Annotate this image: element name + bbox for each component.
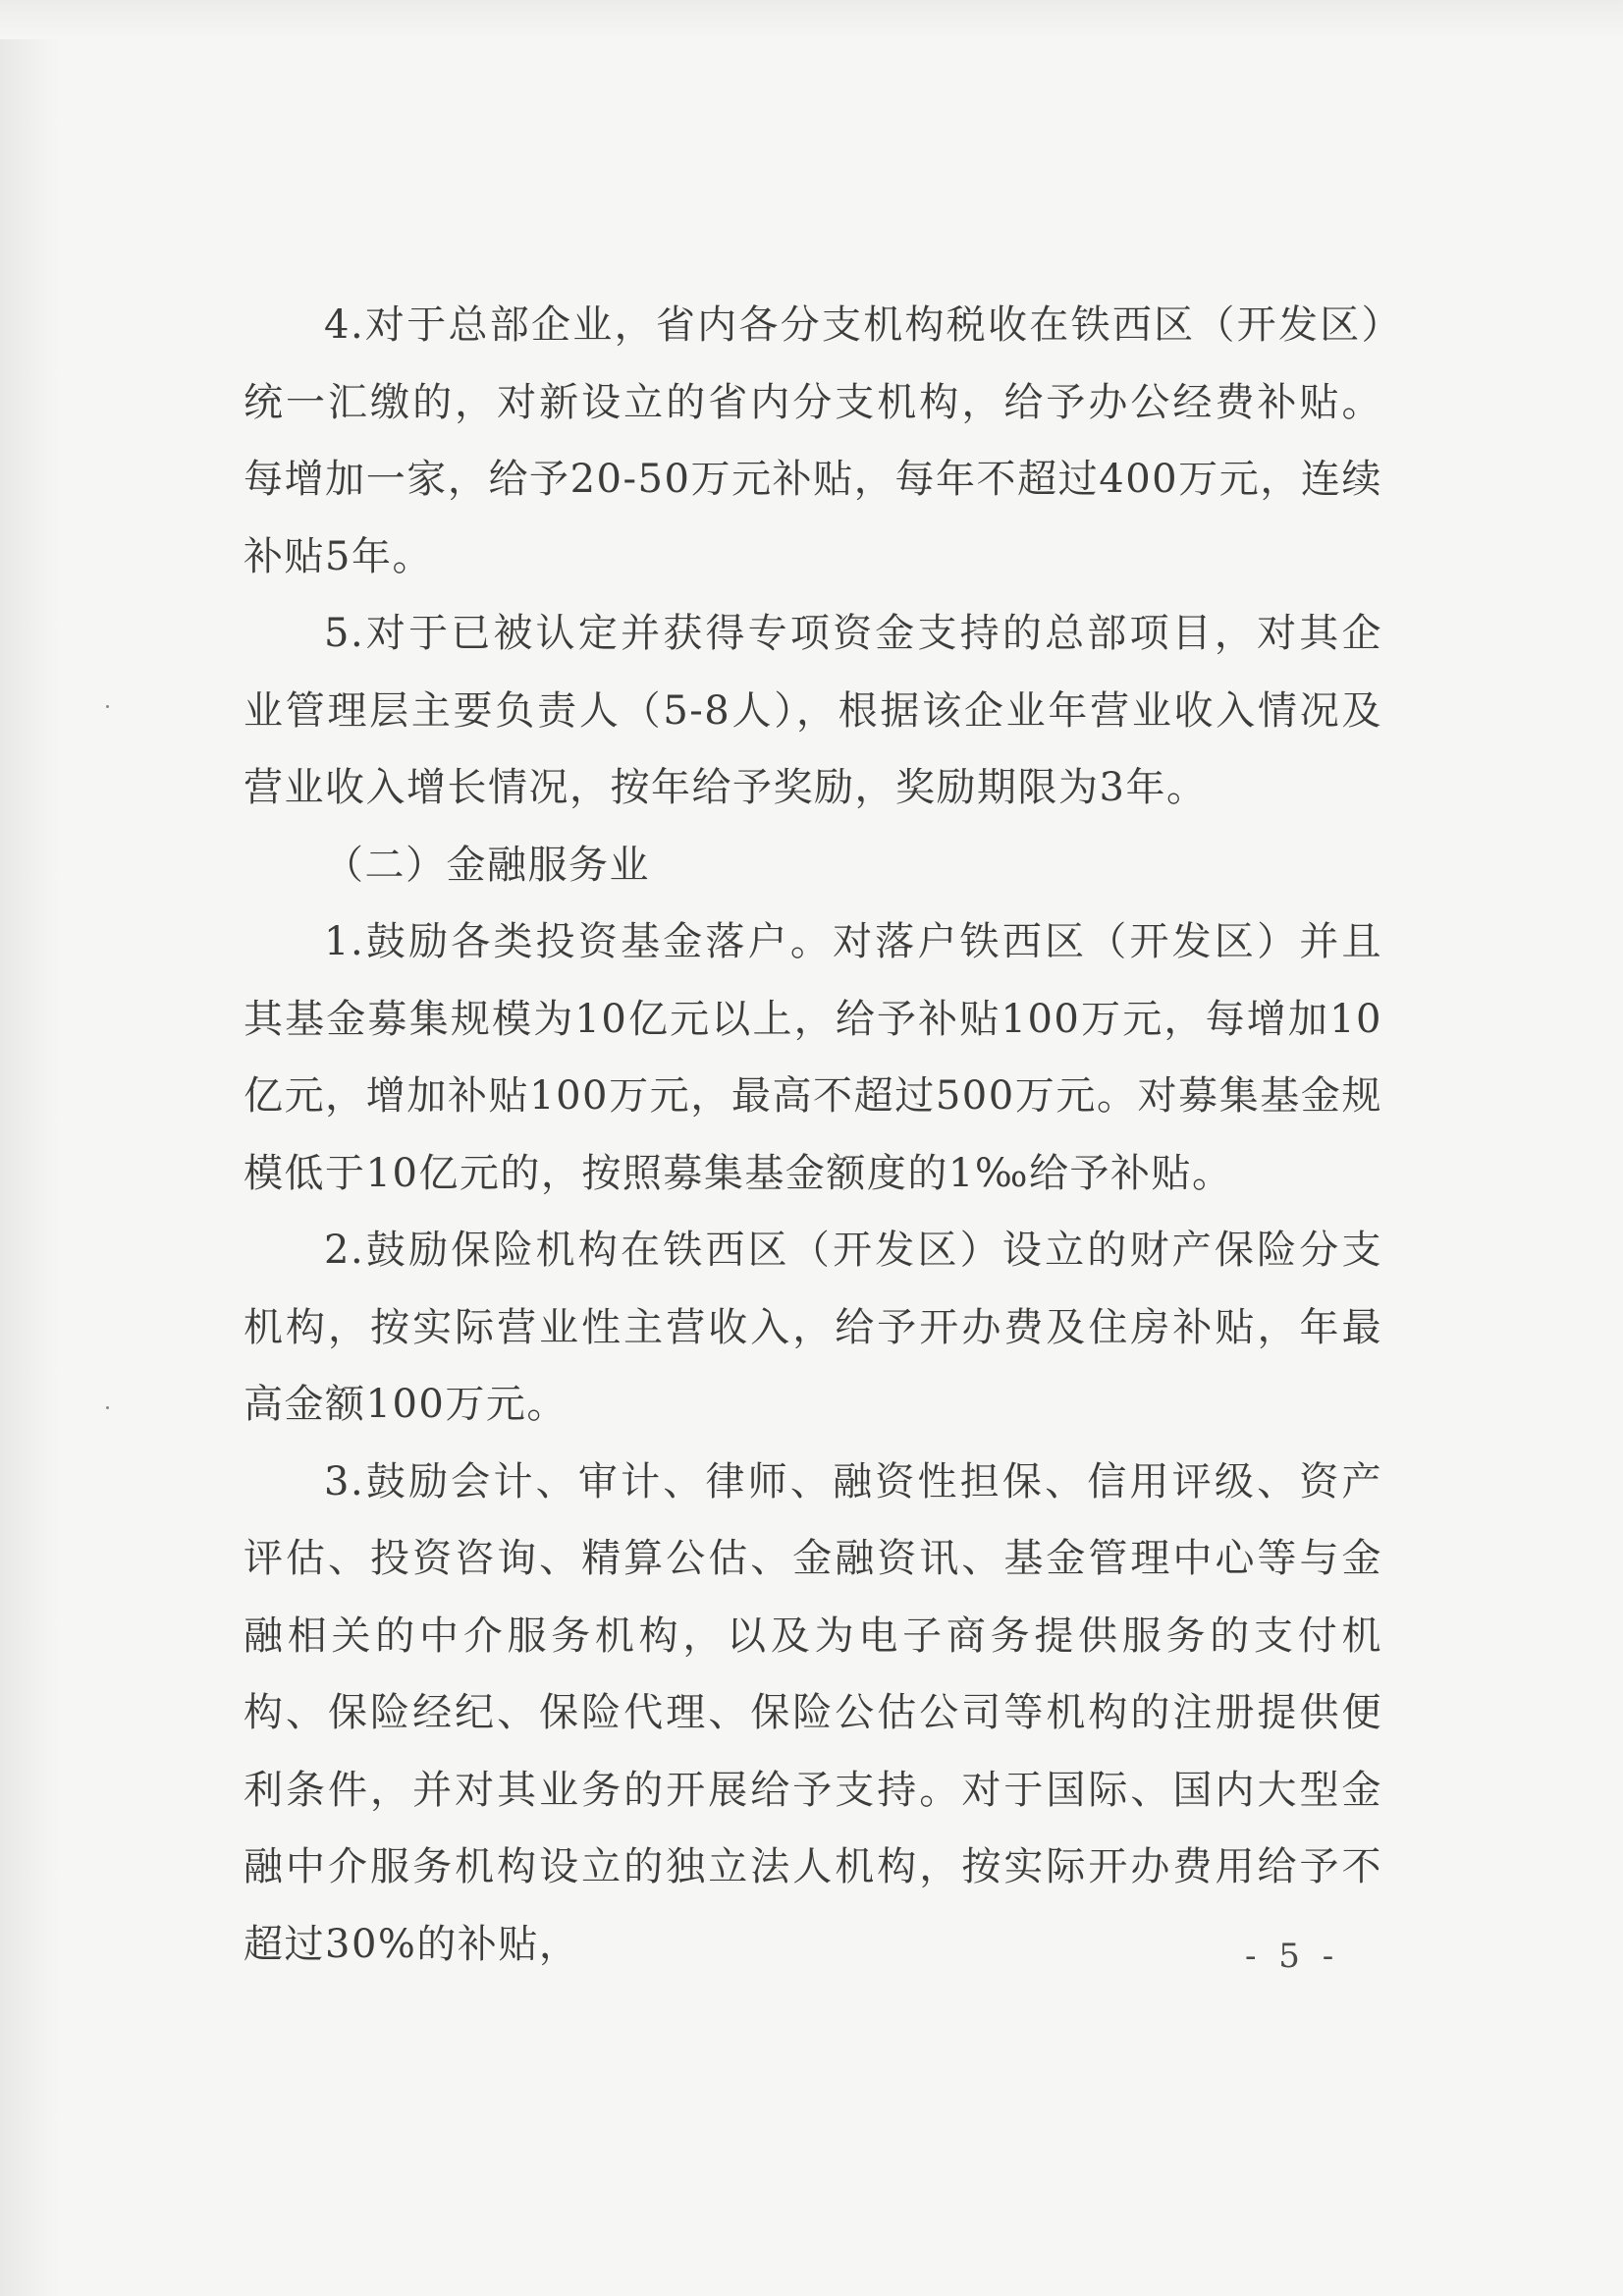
paragraph: 3.鼓励会计、审计、律师、融资性担保、信用评级、资产评估、投资咨询、精算公估、金融资讯、基金管理中心等与金融相关的中介服务机构，以及为电子商务提供服务的支付机构、保险经纪、保险代理、保险公估公司等机构的注册提供便利条件，并对其业务的开展给予支持。对于国际、国内大型金融中介服务机构设立的独立法人机构，按实际开办费用给予不超过30%的补贴， <box>243 1458 1382 1967</box>
page-number: - 5 - <box>1245 1937 1340 1976</box>
scan-shadow-top <box>0 0 1623 39</box>
paragraph: 5.对于已被认定并获得专项资金支持的总部项目，对其企业管理层主要负责人（5-8人），根据该企业年营业收入情况及营业收入增长情况，按年给予奖励，奖励期限为3年。 <box>243 611 1382 810</box>
margin-mark <box>106 705 109 708</box>
document-body <box>243 287 1382 1983</box>
paragraph: 2.鼓励保险机构在铁西区（开发区）设立的财产保险分支机构，按实际营业性主营收入，给予开办费及住房补贴，年最高金额100万元。 <box>243 1228 1382 1427</box>
section-heading: （二）金融服务业 <box>324 842 650 888</box>
paragraph: 1.鼓励各类投资基金落户。对落户铁西区（开发区）并且其基金募集规模为10亿元以上，给予补贴100万元，每增加10亿元，增加补贴100万元，最高不超过500万元。对募集基金规模低于10亿元的，按照募集基金额度的1‰给予补贴。 <box>243 919 1382 1196</box>
scan-shadow-left <box>0 0 59 2296</box>
margin-mark <box>106 1406 109 1409</box>
paragraph: 4.对于总部企业，省内各分支机构税收在铁西区（开发区）统一汇缴的，对新设立的省内分支机构，给予办公经费补贴。每增加一家，给予20-50万元补贴，每年不超过400万元，连续补贴5年。 <box>243 302 1382 579</box>
